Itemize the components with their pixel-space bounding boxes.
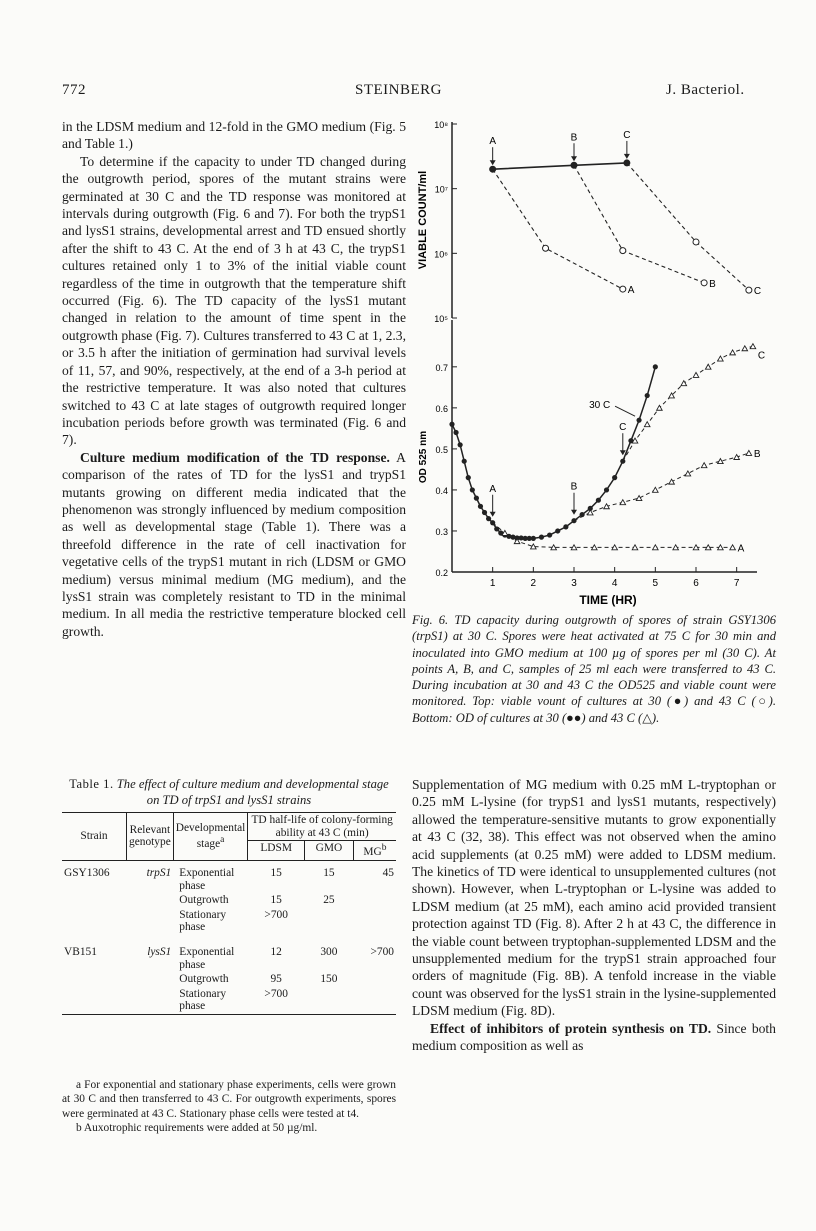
data-point — [693, 239, 699, 245]
data-point — [734, 455, 740, 460]
cell-stage: Exponential phase — [179, 946, 235, 971]
data-point — [620, 286, 626, 292]
data-point — [742, 346, 748, 351]
series-end-label: B — [753, 449, 761, 460]
series-line — [493, 163, 627, 169]
data-point — [604, 487, 609, 492]
arrow-head — [571, 510, 577, 515]
figure-caption: Fig. 6. TD capacity during outgrowth of spores of strain GSY1306 (trpS1) at 30 C. Spores were heat activated at 75 C for 30 min and inoculated into GMO medium at 100 µg of spores per ml (30 C). At points A, B, and C, samples of 25 ml each were transferred to 43 C. During incubation at 30 and 43 C the OD525 and viable count were monitored. Top: viable vount of cultures at 30 (●) and 43 C (○). Bottom: OD of cultures at 30 (●●) and 43 C (△). — [412, 613, 776, 725]
data-point — [453, 430, 458, 435]
paragraph: To determine if the capacity to under TD changed during the outgrowth period, spores of the mutant strains were germinated at 30 C and the TD response was monitored at intervals during outgrowth (Fig. 6 and 7). For both the trypS1 and lysS1 strains, developmental arrest and TD ensued shortly after the shift to 43 C. At the end of 3 h at 43 C, the trypS1 cultures retained only 1 to 3% of the initial viable count regardless of the time in outgrowth that the temperature shift occurred (Fig. 6). The TD capacity of the lysS1 mutant changed in relation to the amount of time spent in the outgrowth phase (Fig. 7). Cultures transferred to 43 C at 1, 2.3, or 3.5 h after the initiation of germination had survival levels of 11, 57, and 90%, respectively, at the end of a 3-h period at the restrictive temperature. It was also noted that cultures switched to 43 C at late stages of outgrowth required longer incubation periods before growth was terminated (Fig. 6 and 7). — [62, 153, 406, 448]
cell-mg — [353, 908, 396, 935]
data-point — [685, 471, 691, 476]
cell-stage: Outgrowth — [179, 894, 229, 907]
data-point — [669, 479, 675, 484]
data-point — [705, 364, 711, 369]
x-tick-label: 3 — [571, 578, 577, 589]
right-section-heading: Effect of inhibitors of protein synthesis on TD. — [430, 1020, 712, 1036]
paragraph — [412, 1020, 776, 1055]
cell-genotype: trpS1 — [146, 867, 172, 880]
section-heading: Culture medium modification of the TD response. — [80, 449, 390, 465]
y-axis-label-top: VIABLE COUNT/ml — [417, 170, 429, 270]
col-header-genotype: Relevant genotype — [127, 813, 174, 861]
series-end-label: C — [757, 350, 766, 362]
data-point — [547, 532, 552, 537]
x-tick-label: 2 — [530, 578, 537, 589]
data-point — [482, 510, 487, 515]
y-tick-label-bottom: 0.6 — [435, 403, 448, 414]
col-header-stage — [173, 813, 248, 861]
col-header-ldsm: LDSM — [248, 841, 305, 860]
data-point — [657, 405, 663, 410]
data-point — [486, 516, 491, 521]
data-point — [620, 500, 626, 505]
y-tick-label-top: 10⁶ — [434, 249, 448, 260]
y-tick-label-bottom: 0.3 — [435, 526, 448, 537]
data-point — [653, 364, 658, 369]
annotation-label: 30 C — [589, 400, 611, 412]
series-end-label: A — [737, 543, 745, 555]
cell-genotype — [127, 972, 174, 987]
y-tick-label-bottom: 0.2 — [435, 568, 448, 578]
paragraph — [62, 449, 406, 640]
data-point — [555, 528, 560, 533]
cell-strain: VB151 — [64, 946, 97, 959]
data-point — [636, 496, 642, 501]
data-point — [693, 372, 699, 377]
arrow — [615, 406, 635, 416]
table-footnotes — [62, 1078, 396, 1136]
table-label: Table 1. — [69, 777, 114, 791]
data-point — [718, 459, 724, 464]
x-tick-label: 6 — [693, 578, 699, 589]
y-tick-label-top: 10⁷ — [434, 184, 448, 195]
data-point — [620, 248, 626, 254]
cell-mg: >700 — [370, 946, 394, 959]
data-point — [746, 450, 752, 455]
paragraph: in the LDSM medium and 12-fold in the GMO medium (Fig. 5 and Table 1.) — [62, 119, 406, 152]
table-caption — [62, 776, 396, 808]
cell-strain — [62, 972, 127, 987]
data-point — [462, 459, 467, 464]
data-point — [653, 487, 659, 492]
cell-ldsm: 15 — [270, 894, 282, 907]
y-tick-label-bottom: 0.7 — [435, 362, 448, 373]
data-point — [718, 356, 724, 361]
data-point — [730, 350, 736, 355]
table-caption-text: The effect of culture medium and developmental stage on TD of trpS1 and lysS1 strains — [116, 777, 389, 807]
section-text: A comparison of the rates of TD for the lysS1 and trypS1 mutants growing on different media indicated that the phenomenon was strongly influenced by medium composition as well as developmental stage (Table 1). There was a threefold difference in the rate of cell inactivation for vegetative cells of the trypS1 mutant in rich (LDSM or GMO medium) versus minimal medium (MG medium), and the lysS1 strain was completely resistant to TD in the minimal medium. In all media the restrictive temperature blocked cell growth. — [62, 449, 406, 639]
footnote-marker: b — [381, 843, 387, 854]
annotation-label: C — [619, 422, 627, 434]
cell-genotype — [127, 987, 174, 1015]
data-point — [746, 287, 752, 293]
col-header-gmo: GMO — [304, 841, 353, 860]
data-point — [681, 381, 687, 386]
annotation-label: C — [623, 129, 631, 141]
x-tick-label: 5 — [652, 578, 659, 589]
data-point — [612, 475, 617, 480]
right-section-text: Since both medium composition as well as — [412, 1020, 776, 1054]
cell-strain: GSY1306 — [64, 867, 110, 880]
data-point — [458, 442, 463, 447]
arrow-head — [490, 160, 496, 165]
col-header-mg-label: MG — [363, 845, 382, 858]
table-row — [62, 866, 396, 893]
data-point — [636, 418, 641, 423]
cell-stage: Stationary phase — [179, 908, 227, 934]
series-line — [574, 165, 704, 283]
data-point — [563, 524, 568, 529]
cell-gmo: 25 — [323, 894, 335, 907]
series-line — [493, 169, 623, 289]
running-head-author: STEINBERG — [355, 82, 442, 98]
cell-strain — [62, 987, 127, 1015]
data-point — [701, 280, 707, 286]
cell-stage: Stationary phase — [179, 987, 227, 1013]
arrow-head — [571, 156, 577, 161]
table-row — [62, 893, 396, 908]
cell-stage: Exponential phase — [179, 867, 235, 892]
cell-gmo — [304, 987, 353, 1015]
series-end-label: A — [627, 285, 635, 297]
cell-mg — [353, 893, 396, 908]
table-row — [62, 908, 396, 935]
series-line — [493, 523, 733, 548]
cell-strain — [62, 893, 127, 908]
y-tick-label-bottom: 0.5 — [435, 444, 448, 455]
annotation-label: A — [489, 483, 497, 495]
table-footnote: b Auxotrophic requirements were added at 50 µg/ml. — [76, 1122, 318, 1135]
right-column — [412, 776, 776, 1055]
data-point — [750, 344, 756, 349]
cell-genotype — [127, 908, 174, 935]
cell-mg — [353, 972, 396, 987]
y-tick-label-top: 10⁸ — [434, 120, 448, 130]
chart-bottom-panel — [418, 320, 765, 607]
series-end-label: C — [753, 286, 762, 298]
cell-genotype: lysS1 — [147, 946, 172, 959]
paragraph: Supplementation of MG medium with 0.25 mM L-tryptophan or 0.25 mM L-lysine (for trypS1 and lysS1 mutants, respectively) allowed the temperature-sensitive mutants to grow exponentially at 43 C (32, 38). This effect was not observed when the amino acid supplements (at 0.25 mM) were added to LDSM medium. The kinetics of TD were identical to unsupplemented cultures (not shown). However, when L-tryptophan or L-lysine was added to LDSM medium (at 25 mM), each amino acid provided transient protection against TD (Fig. 8). After 2 h at 43 C, the difference in the viable count between tryptophan-supplemented LDSM and the unsupplemented medium for the trypS1 strain approached four orders of magnitude (Fig. 8B). A tenfold increase in the viable count was observed for the lysS1 strain in the lysine-supplemented LDSM medium (Fig. 8D). — [412, 777, 776, 1019]
cell-gmo — [304, 908, 353, 935]
series-line — [623, 346, 753, 461]
cell-gmo: 300 — [320, 946, 338, 959]
data-point — [531, 536, 536, 541]
cell-ldsm: >700 — [264, 987, 288, 1000]
data-point — [539, 535, 544, 540]
data-point — [466, 475, 471, 480]
cell-gmo: 150 — [320, 973, 338, 986]
data-point — [470, 487, 475, 492]
cell-mg — [353, 987, 396, 1015]
cell-ldsm: >700 — [264, 908, 288, 921]
cell-ldsm: 95 — [270, 973, 282, 986]
table-row — [62, 972, 396, 987]
data-point — [645, 393, 650, 398]
cell-genotype — [127, 893, 174, 908]
footnote-marker: a — [220, 835, 225, 846]
data-point — [490, 166, 496, 172]
page-number: 772 — [62, 82, 86, 98]
arrow-head — [490, 512, 496, 517]
x-axis-label: TIME (HR) — [579, 593, 637, 607]
figure-6 — [412, 112, 772, 607]
col-header-mg — [353, 841, 396, 860]
cell-gmo: 15 — [323, 867, 335, 880]
data-point — [478, 504, 483, 509]
data-point — [474, 496, 479, 501]
col-header-strain: Strain — [80, 829, 108, 842]
series-end-label: B — [709, 278, 716, 290]
col-header-stage-label: Developmental stage — [175, 821, 246, 851]
left-column — [62, 118, 406, 640]
table-row — [62, 987, 396, 1015]
chart-top-panel — [417, 120, 761, 324]
annotation-label: A — [489, 136, 497, 148]
arrow-head — [624, 154, 630, 159]
x-tick-label: 1 — [489, 578, 496, 589]
table-row — [62, 945, 396, 972]
series-line — [627, 163, 749, 290]
data-point — [449, 422, 454, 427]
cell-stage: Outgrowth — [179, 973, 229, 986]
table-1 — [62, 812, 396, 1015]
cell-ldsm: 12 — [270, 946, 282, 959]
annotation-label: B — [570, 132, 578, 144]
x-tick-label: 7 — [733, 578, 740, 589]
col-header-halflife: TD half-life of colony-forming ability at 43 C (min) — [248, 813, 396, 841]
annotation-label: B — [570, 481, 578, 493]
data-point — [596, 498, 601, 503]
cell-mg: 45 — [382, 867, 394, 880]
y-tick-label-top: 10⁵ — [434, 314, 448, 324]
data-point — [644, 422, 650, 427]
y-tick-label-bottom: 0.4 — [435, 485, 448, 496]
cell-strain — [62, 908, 127, 935]
data-point — [543, 245, 549, 251]
y-axis-label-bottom: OD 525 nm — [418, 430, 429, 484]
cell-ldsm: 15 — [270, 867, 282, 880]
table-footnote: a For exponential and stationary phase experiments, cells were grown at 30 C and then transferred to 43 C. For outgrowth experiments, spores were germinated at 43 C. Stationary phase cells were tested at t4. — [62, 1079, 396, 1120]
x-tick-label: 4 — [611, 578, 618, 589]
running-head-journal: J. Bacteriol. — [666, 82, 745, 98]
